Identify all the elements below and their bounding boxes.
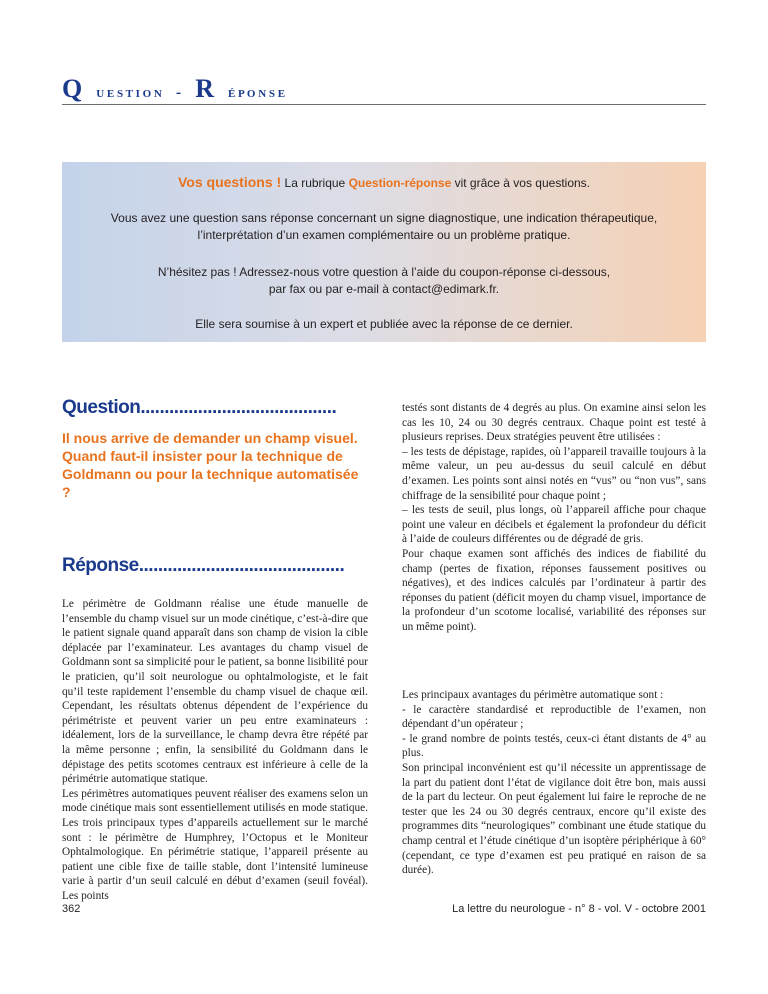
reponse-paragraph-r4: Pour chaque examen sont affichés des indices de fiabilité du champ (pertes de fixation, réponses faussement positives ou négatives), et des indices calculés par l’ordinateur à partir des réponses du patient (déficit moyen du champ visuel, importance de la profondeur d’un scotome localisé, variabilité des réponses sur un même point). bbox=[402, 547, 706, 633]
journal-citation: La lettre du neurologue - n° 8 - vol. V - octobre 2001 bbox=[452, 903, 706, 915]
banner-p3-line1: N’hésitez pas ! Adressez-nous votre question à l’aide du coupon-réponse ci-dessous, bbox=[157, 265, 611, 279]
reponse-paragraph-1: Le périmètre de Goldmann réalise une étude manuelle de l’ensemble du champ visuel sur un mode cinétique, c’est-à-dire que le patient signale quand apparaît dans son champ de vision la cible déplacée par l’examinateur. Les avantages du champ visuel de Goldmann sont sa simplicité pour le patient, sa bonne lisibilité pour le praticien, qu’il soit neurologue ou ophtalmologiste, et le fait qu’il teste rapidement l’ensemble du champ visuel de chaque œil. Cependant, les résultats obtenus dépendent de l’expérience du périmétriste et peuvent varier un peu entre examinateurs : idéalement, lors de la surveillance, le champ devra être répété par la même personne ; enfin, la sensibilité du Goldmann dans le dépistage des petits scotomes centraux est inférieure à celle de la périmétrie automatique statique. bbox=[62, 598, 368, 786]
info-banner bbox=[62, 162, 706, 342]
banner-vos-questions: Vos questions ! bbox=[177, 174, 282, 190]
title-rest-reponse: É P O N S E bbox=[227, 88, 286, 100]
banner-paragraph-4: Elle sera soumise à un expert et publiée avec la réponse de ce dernier. bbox=[195, 317, 573, 331]
title-dash: - bbox=[175, 84, 182, 101]
reponse-paragraph-r5: Les principaux avantages du périmètre automatique sont : bbox=[402, 689, 664, 701]
banner-p2-line1: Vous avez une question sans réponse concernant un signe diagnostique, une indication thérapeutique, bbox=[110, 211, 658, 225]
banner-paragraph-2 bbox=[62, 210, 706, 244]
page-header bbox=[62, 74, 706, 105]
reponse-paragraph-2: Les périmètres automatiques peuvent réaliser des examens selon un mode cinétique mais sont essentiellement utilisés en mode statique. Les trois principaux types d’appareils actuellement sur le marché sont : le périmètre de Humphrey, l’Octopus et le Moniteur Ophtalmologique. En périmétrie statique, l’appareil présente au patient une cible fixe de taille stable, dont l’intensité lumineuse varie à partir d’un seuil calculé en début d’examen (seuil fovéal). Les points bbox=[62, 787, 368, 902]
banner-intro-a: La rubrique bbox=[281, 176, 349, 190]
banner-p3-line2: par fax ou par e-mail à contact@edimark.fr. bbox=[268, 282, 500, 296]
banner-intro-b: vit grâce à vos questions. bbox=[451, 176, 591, 190]
page-number: 362 bbox=[62, 903, 81, 915]
reponse-paragraph-r6: - le caractère standardisé et reproductible de l’examen, non dépendant d’un opérateur ; bbox=[402, 703, 706, 731]
reponse-paragraph-r3: – les tests de seuil, plus longs, où l’appareil affiche pour chaque point une valeur en décibels et également la profondeur du déficit à l’aide de couleurs différentes ou de dégradé de gris. bbox=[402, 504, 706, 546]
title-initial-q: Q bbox=[62, 74, 83, 103]
reponse-paragraph-r8: Son principal inconvénient est qu’il nécessite un apprentissage de la part du patient dont l’état de vigilance doit être bon, mais aussi de la part du lecteur. On peut également lui faire le reproche de ne tester que les 24 ou 30 degrés centraux, encore qu’il existe des programmes dits “neurologiques” combinant une étude statique du champ central et l’étude cinétique d’un isoptère périphérique à 60° (cependant, ce type d’examen est peu pratiqué en raison de sa durée). bbox=[402, 761, 706, 877]
reponse-paragraph-r7: - le grand nombre de points testés, ceux-ci étant distants de 4° au plus. bbox=[402, 732, 706, 760]
banner-p2-line2: l’interprétation d’un examen complémentaire ou un problème pratique. bbox=[197, 228, 571, 242]
reponse-right-column-bottom bbox=[402, 688, 706, 878]
question-heading: Question......................................... bbox=[62, 397, 337, 418]
reponse-left-column bbox=[62, 597, 368, 903]
title-rest-question: U E S T I O N bbox=[96, 88, 162, 100]
banner-headline bbox=[62, 174, 706, 192]
reponse-paragraph-r1: testés sont distants de 4 degrés au plus. On examine ainsi selon les cas les 10, 24 ou 30 degrés centraux. Chaque point est testé à plusieurs reprises. Deux stratégies peuvent être utilisées : bbox=[402, 402, 706, 444]
reponse-heading: Réponse........................................... bbox=[62, 555, 345, 576]
reponse-right-column-top bbox=[402, 401, 706, 635]
banner-highlight: Question-réponse bbox=[348, 176, 452, 190]
question-text: Il nous arrive de demander un champ visuel. Quand faut-il insister pour la technique de Goldmann ou pour la technique automatisée ? bbox=[62, 430, 359, 500]
reponse-paragraph-r2: – les tests de dépistage, rapides, où l’appareil travaille toujours à la même valeur, un peu au-dessus du seuil calculé en début d’examen. Les points sont ainsi notés en “vus” ou “non vus”, sans chiffrage de la sensibilité pour chaque point ; bbox=[402, 445, 706, 502]
banner-paragraph-3 bbox=[62, 264, 706, 298]
section-title bbox=[62, 74, 285, 104]
title-initial-r: R bbox=[195, 74, 214, 103]
